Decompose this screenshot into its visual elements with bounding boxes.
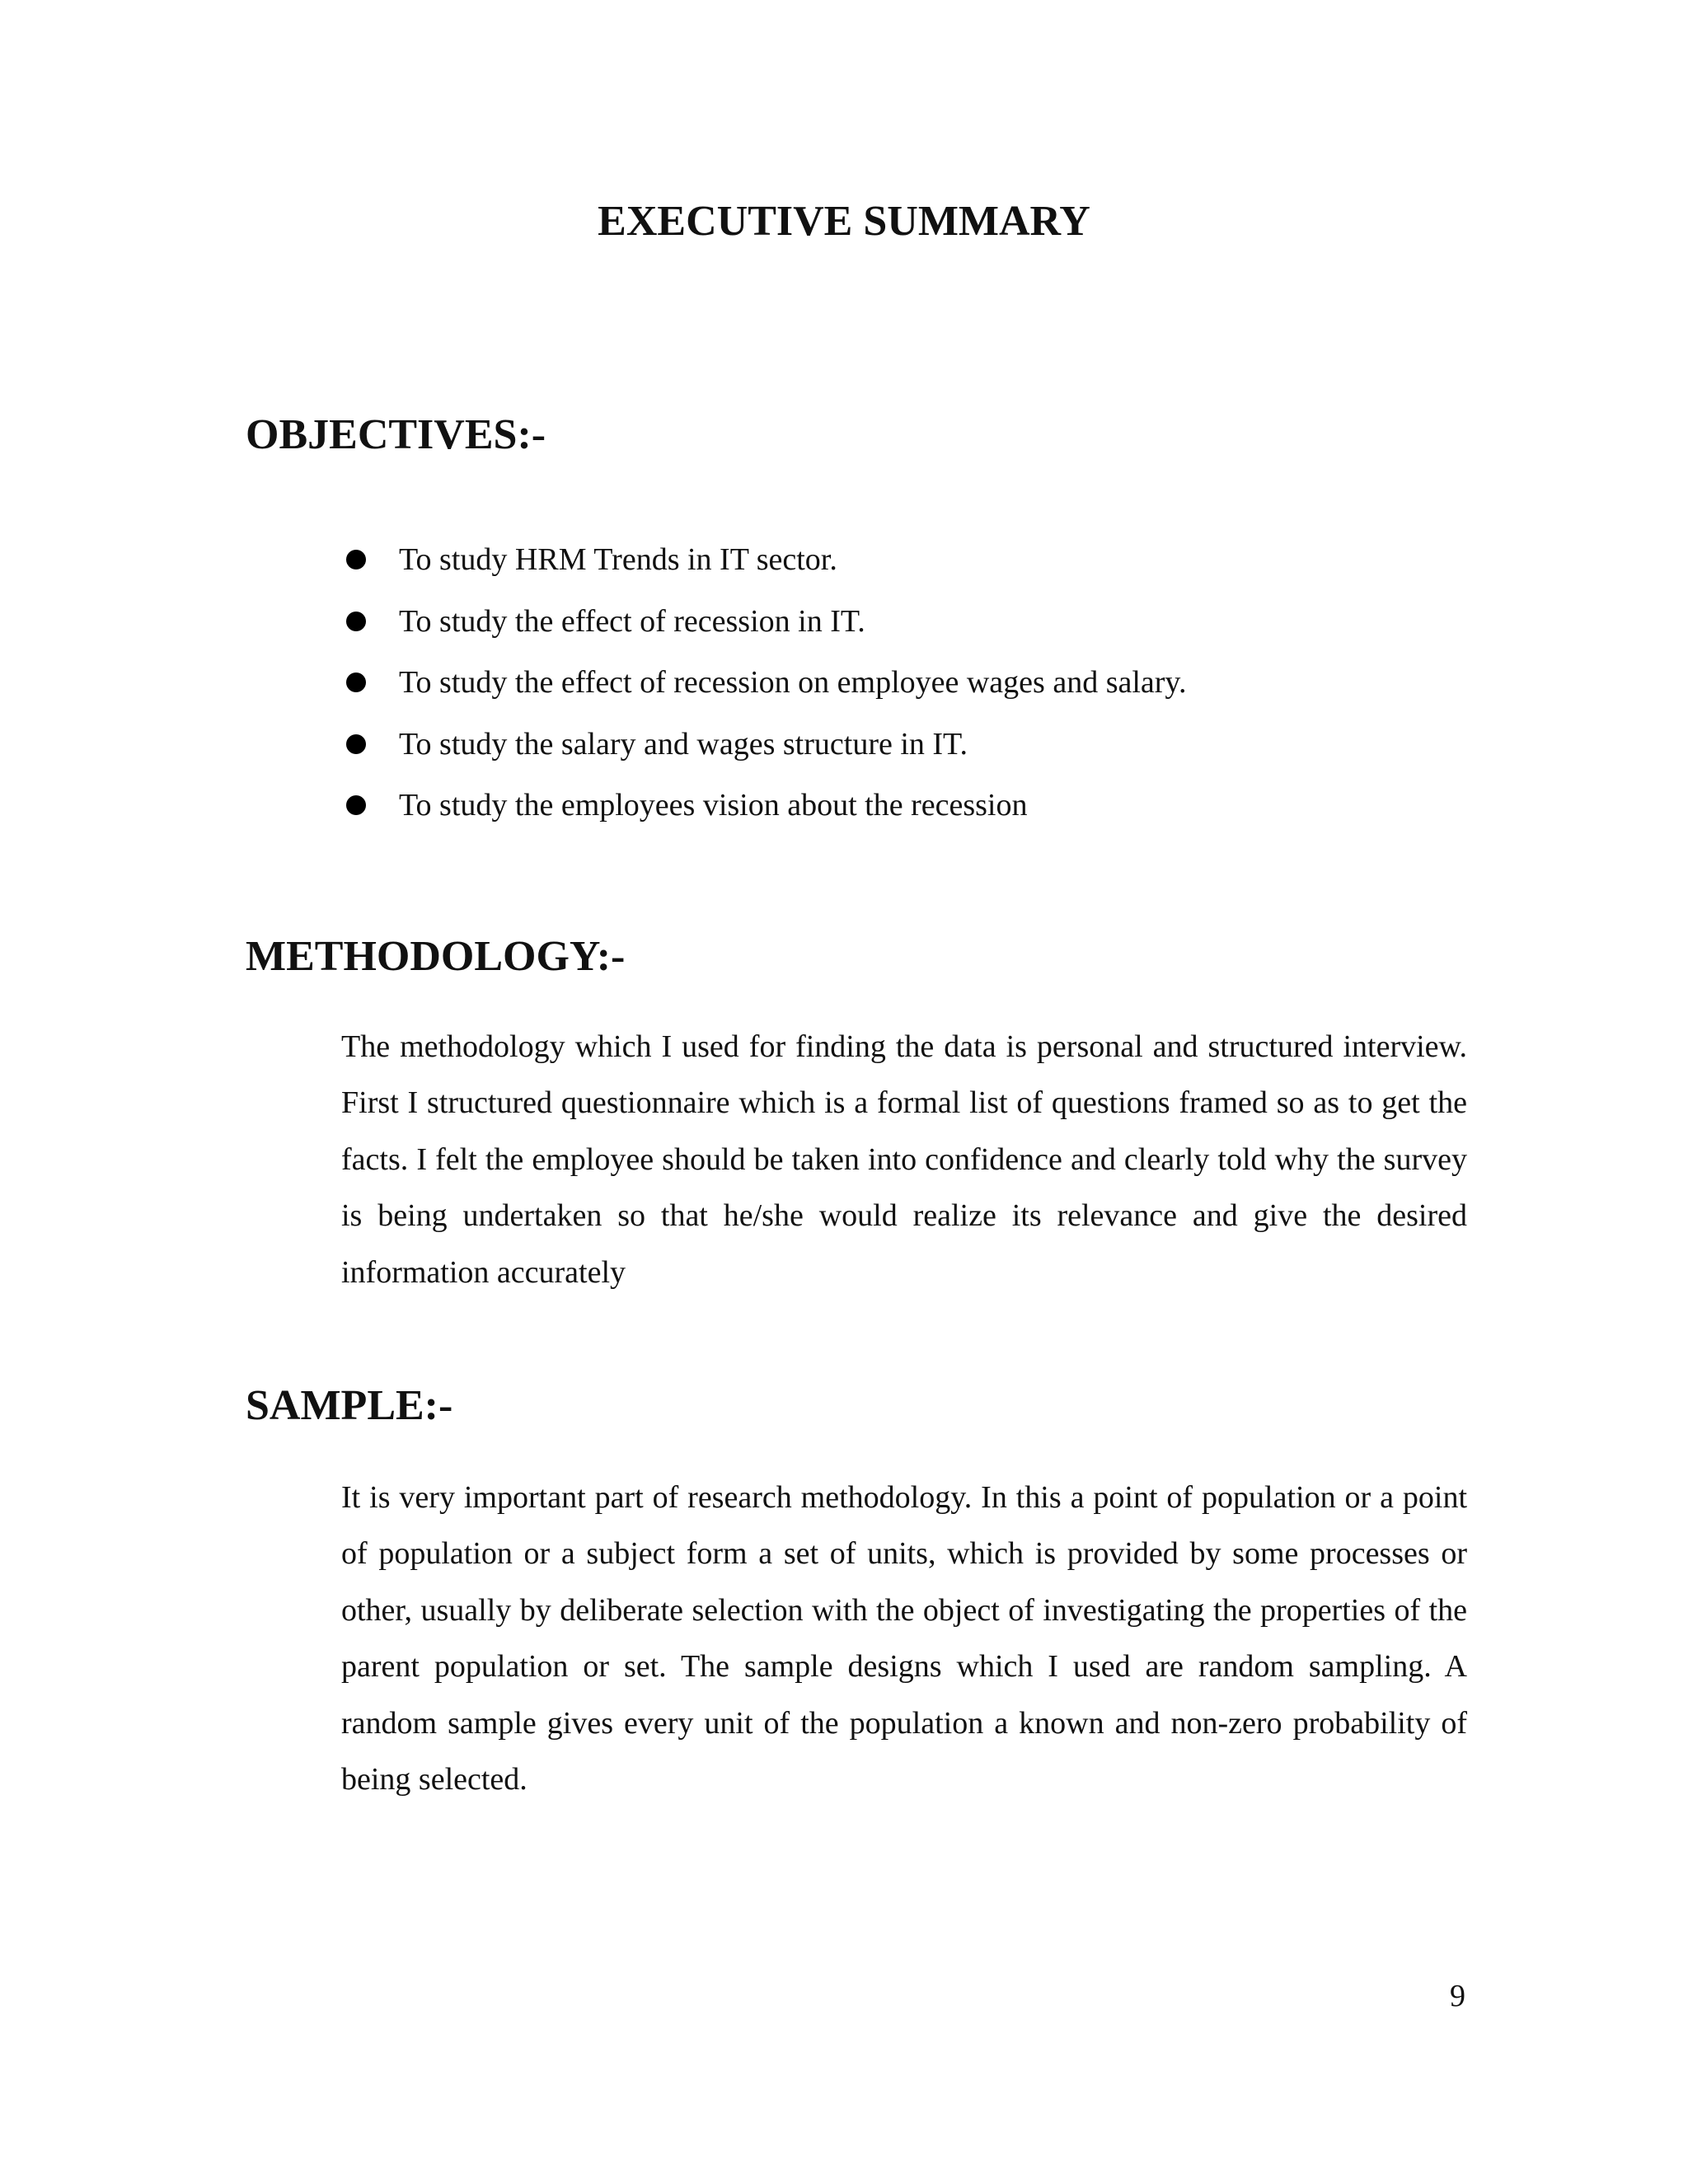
list-item xyxy=(341,714,1186,776)
list-item-text: To study the employees vision about the recession xyxy=(399,788,1028,823)
list-item xyxy=(341,775,1186,837)
list-item-text: To study the effect of recession in IT. xyxy=(399,603,865,639)
list-item-text: To study the salary and wages structure in IT. xyxy=(399,726,968,762)
bullet-icon xyxy=(346,673,366,692)
page-number: 9 xyxy=(1450,1979,1465,2013)
objectives-list xyxy=(341,529,1186,837)
methodology-heading: METHODOLOGY:- xyxy=(246,933,626,980)
objectives-heading: OBJECTIVES:- xyxy=(246,411,546,458)
sample-paragraph: It is very important part of research methodology. In this a point of population or a point of population or a subject form a set of units, which is provided by some processes or other, usually by deliberate selection with the object of investigating the properties of the parent population or set. The sample designs which I used are random sampling. A random sample gives every unit of the population a known and non-zero probability of being selected. xyxy=(341,1480,1467,1797)
sample-heading: SAMPLE:- xyxy=(246,1382,453,1429)
bullet-icon xyxy=(346,612,366,631)
page-title: EXECUTIVE SUMMARY xyxy=(598,198,1090,245)
list-item xyxy=(341,529,1186,591)
bullet-icon xyxy=(346,734,366,754)
list-item xyxy=(341,652,1186,714)
list-item xyxy=(341,591,1186,653)
list-item-text: To study the effect of recession on employee wages and salary. xyxy=(399,665,1187,701)
bullet-icon xyxy=(346,550,366,569)
list-item-text: To study HRM Trends in IT sector. xyxy=(399,542,837,578)
bullet-icon xyxy=(346,795,366,815)
methodology-paragraph: The methodology which I used for finding the data is personal and structured interview. First I structured questionnaire which is a formal list of questions framed so as to get the facts. I felt the employee should be taken into confidence and clearly told why the survey is being undertaken so that he/she would realize its relevance and give the desired information accurately xyxy=(341,1029,1467,1290)
